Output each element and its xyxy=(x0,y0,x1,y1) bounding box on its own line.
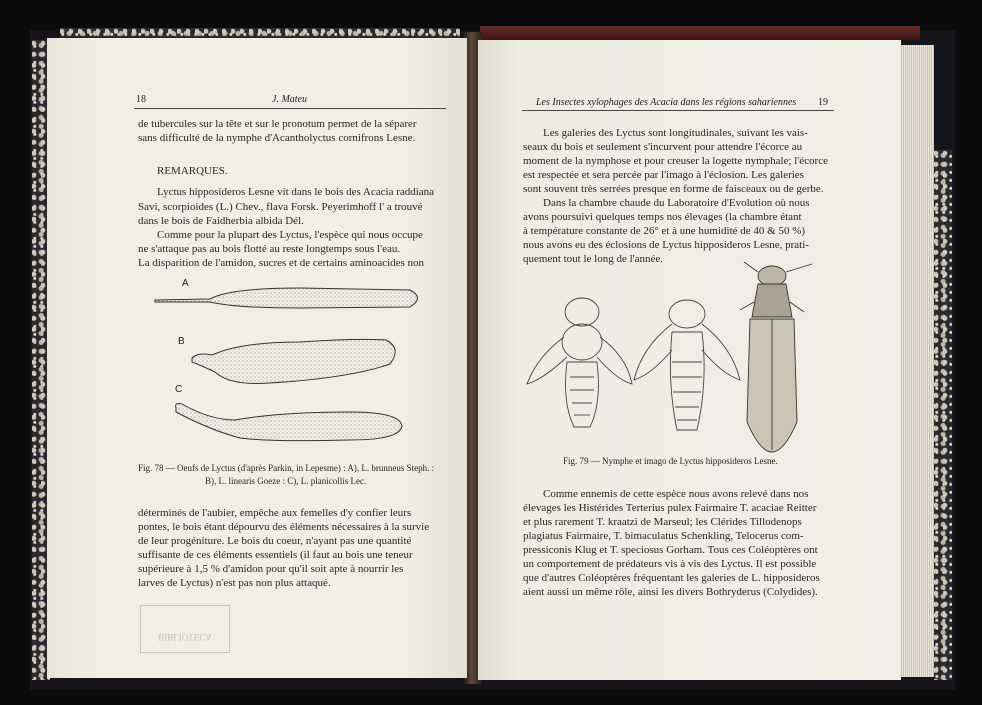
right-text-line: avons poursuivi quelques temps nos élevages (la chambre étant xyxy=(523,211,802,223)
left-text-line: déterminés de l'aubier, empêche aux femelles d'y confier leurs xyxy=(138,507,412,519)
right-text-line: quement tout le long de l'année. xyxy=(523,253,664,265)
insect-illustrations xyxy=(522,262,832,454)
left-text-line: Savi, scorpioides (L.) Chev., flava Forsk. Peyerimhoff l' a trouvé xyxy=(138,201,423,213)
left-text-line: La disparition de l'amidon, sucres et de certains aminoacides non xyxy=(138,257,425,269)
right-text-line: Les galeries des Lyctus sont longitudinales, suivant les vais- xyxy=(543,127,808,139)
left-text-line: dans le bois de Faidherbia albida Dél. xyxy=(138,215,304,227)
right-text-line: nous avons eu des éclosions de Lyctus hipposideros Lesne, prati- xyxy=(523,239,809,251)
egg-b xyxy=(192,339,395,383)
right-text-line: à température constante de 26° et à une humidité de 40 & 50 %) xyxy=(523,225,806,237)
right-text-line: un comportement de prédateurs vis à vis des Lyctus. Il est possible xyxy=(523,558,817,570)
left-text-line: larves de Lyctus) n'est pas non plus attaqué. xyxy=(138,577,331,589)
egg-c xyxy=(176,404,402,441)
right-text-line: Dans la chambre chaude du Laboratoire d'Evolution où nous xyxy=(543,197,810,209)
right-running-head: Les Insectes xylophages des Acacia dans les régions sahariennes xyxy=(536,97,797,108)
right-header-rule xyxy=(522,110,834,111)
head-band xyxy=(480,26,920,40)
left-text-line: pontes, le bois étant dépourvu des éléments nécessaires à la survie xyxy=(138,521,430,533)
marbled-endpaper-right xyxy=(934,150,952,680)
nymph-dorsal xyxy=(634,300,740,430)
left-text-line: de tubercules sur la tête et sur le pronotum permet de la séparer xyxy=(138,118,417,130)
right-page-number: 19 xyxy=(818,97,828,108)
egg-a xyxy=(155,288,418,308)
right-text-line: plagiatus Fairmaire, T. bimaculatus Schenkling, Telocerus com- xyxy=(523,530,804,542)
left-section-heading: REMARQUES. xyxy=(157,165,228,177)
left-text-line: supérieure à 1,5 % d'amidon pour qu'il soit apte à nourrir les xyxy=(138,563,404,575)
adult-beetle xyxy=(740,262,812,452)
figure-78-caption: B), L. linearis Goeze : C), L. planicollis Lec. xyxy=(205,476,367,486)
figure-79-caption: Fig. 79 — Nymphe et imago de Lyctus hipposideros Lesne. xyxy=(563,456,778,466)
right-text-line: est respectée et sera percée par l'imago à l'éclosion. Les galeries xyxy=(523,169,804,181)
figure-78-caption: Fig. 78 — Oeufs de Lyctus (d'après Parkin, in Lepesme) : A), L. brunneus Steph. : xyxy=(138,463,435,473)
left-header-rule xyxy=(134,108,446,109)
left-text-line: sans difficulté de la nymphe d'Acantholyctus cornifrons Lesne. xyxy=(138,132,416,144)
right-text-line: seaux du bois et seulement s'incurvent pour attendre l'écorce au xyxy=(523,141,803,153)
egg-illustrations xyxy=(150,280,420,445)
right-text-line: et plus rarement T. kraatzi de Marseul; les Clérides Tillodenops xyxy=(523,516,802,528)
library-stamp: BIBLIOTECA xyxy=(140,605,230,653)
left-text-line: suffisante de ces éléments essentiels (il faut au bois une teneur xyxy=(138,549,413,561)
right-text-line: moment de la nymphose et pour creuser la logette nymphale; l'écorce xyxy=(523,155,828,167)
right-text-line: élevages les Histérides Terterius pulex Fairmaire T. acaciae Reitter xyxy=(523,502,817,514)
left-page-number: 18 xyxy=(136,94,146,105)
figure-label-c: C xyxy=(175,384,183,395)
figure-label-a: A xyxy=(182,278,189,289)
left-text-line: Comme pour la plupart des Lyctus, l'espèce qui nous occupe xyxy=(157,229,423,241)
nymph-ventral xyxy=(527,298,632,427)
page-edges xyxy=(900,45,934,677)
left-text-line: Lyctus hipposideros Lesne vit dans le bois des Acacia raddiana xyxy=(157,186,435,198)
right-text-line: sont souvent très serrées presque en forme de faisceaux ou de gerbe. xyxy=(523,183,824,195)
right-text-line: pressiconis Klug et T. speciosus Gorham. Tous ces Coléoptères ont xyxy=(523,544,818,556)
right-text-line: aient aussi un même rôle, ainsi les divers Bothryderus (Colydides). xyxy=(523,586,818,598)
left-text-line: de leur progéniture. Le bois du coeur, n'ayant pas une quantité xyxy=(138,535,412,547)
left-text-line: ne s'attaque pas au bois flotté au reste longtemps sous l'eau. xyxy=(138,243,401,255)
figure-label-b: B xyxy=(178,336,185,347)
left-running-head: J. Mateu xyxy=(272,94,307,105)
right-text-line: que d'autres Coléoptères fréquentant les galeries de L. hipposideros xyxy=(523,572,820,584)
right-text-line: Comme ennemis de cette espèce nous avons relevé dans nos xyxy=(543,488,809,500)
